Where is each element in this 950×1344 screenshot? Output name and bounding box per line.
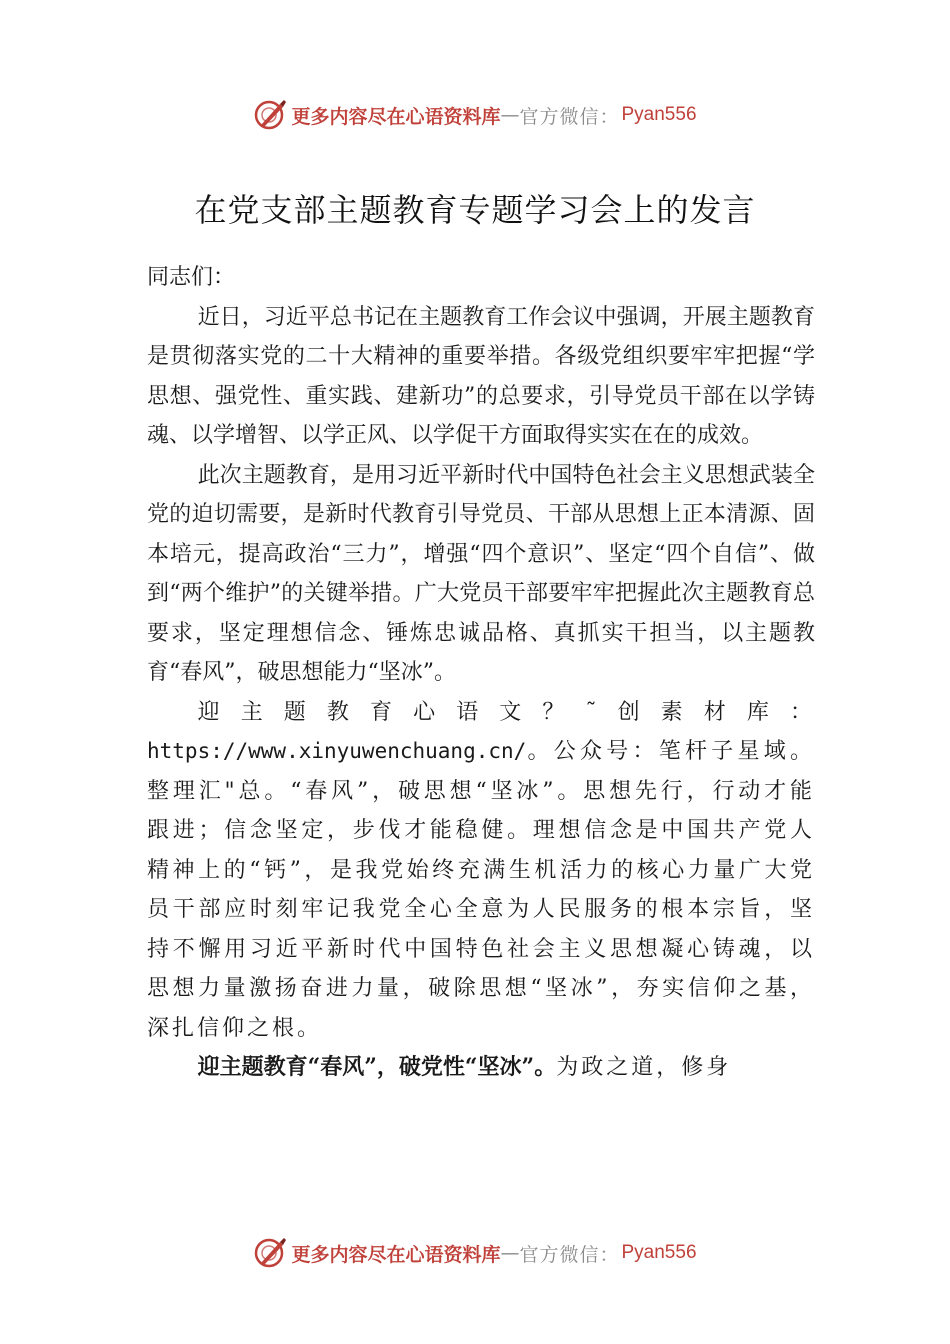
paragraph-1: 近日，习近平总书记在主题教育工作会议中强调，开展主题教育是贯彻落实党的二十大精神的重要举措。各级党组织要牢牢把握“学思想、强党性、重实践、建新功”的总要求，引导党员干部在以学铸魂、以学增智、以学正风、以学促干方面取得实实在在的成效。 [147,304,815,448]
footer-wechat-label: 官方微信： [519,1243,620,1266]
paragraph-3-prefix: 迎主题教育心语文？˜创素材库： [197,699,815,725]
footer-separator: — [500,1242,520,1264]
header-wechat-id: Pyan556 [621,104,697,125]
header-wechat-label: 官方微信： [519,105,620,128]
footer-wechat-id: Pyan556 [621,1242,697,1263]
paragraph-2: 此次主题教育，是用习近平新时代中国特色社会主义思想武装全党的迫切需要，是新时代教育引导党员、干部从思想上正本清源、固本培元，提高政治“三力”，增强“四个意识”、坚定“四个自信”、做到“两个维护”的关键举措。广大党员干部要牢牢把握此次主题教育总要求，坚定理想信念、锤炼忠诚品格、真抓实干担当，以主题教育“春风”，破思想能力“坚冰”。 [147,462,816,685]
brand-logo-icon [253,98,287,132]
header-banner [0,95,950,135]
header-separator: — [500,104,520,126]
salutation: 同志们： [147,265,236,290]
paragraph-4 [147,1048,815,1088]
brand-logo-icon [253,1236,287,1270]
paragraph-4-rest: 为政之道，修身 [556,1055,732,1080]
footer-brand-text: 更多内容尽在心语资料库 [291,1243,501,1266]
paragraph-3 [147,693,815,1049]
paragraph-3-rest: 。公众号：笔杆子星域。整理汇"总。“春风”，破思想“坚冰”。思想先行，行动才能跟进；信念坚定，步伐才能稳健。理想信念是中国共产党人精神上的“钙”，是我党始终充满生机活力的核心力量广大党员干部应时刻牢记我党全心全意为人民服务的根本宗旨，坚持不懈用习近平新时代中国特色社会主义思想凝心铸魂，以思想力量激扬奋进力量，破除思想“坚冰”，夯实信仰之基，深扎信仰之根。 [147,739,815,1041]
footer-banner [0,1233,950,1273]
document-title: 在党支部主题教育专题学习会上的发言 [194,191,756,229]
paragraph-3-url: https://www.xinyuwenchuang.cn/ [147,739,527,763]
document-body [147,258,815,1088]
header-brand-text: 更多内容尽在心语资料库 [291,105,501,128]
paragraph-4-heading: 迎主题教育“春风”，破党性“坚冰”。 [197,1054,557,1080]
